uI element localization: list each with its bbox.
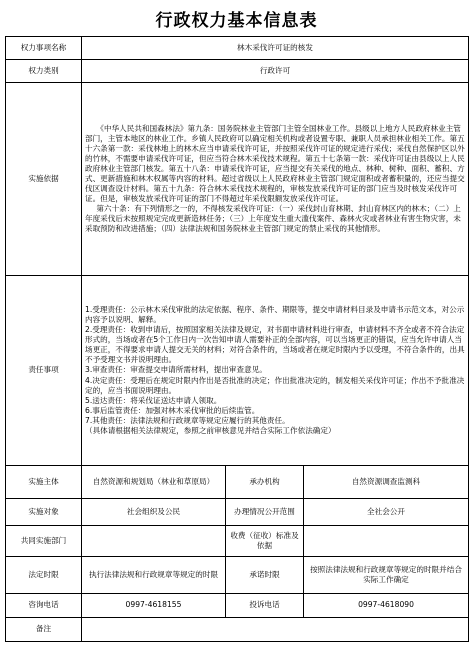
row-power-name [6, 37, 469, 60]
row-phone [6, 594, 469, 618]
document-title: 行政权力基本信息表 [155, 11, 318, 31]
subject-value: 自然资源和规划局（林业和草原局） [82, 466, 226, 499]
info-table [5, 36, 469, 642]
basis-label: 实施依据 [6, 83, 82, 276]
basis-paragraph: 《中华人民共和国森林法》第九条：国务院林业主管部门主管全国林业工作。县级以上地方人民政府林业主管部门，主管本地区的林业工作。乡镇人民政府可以确定相关机构或者设置专职、兼职人员承担林业相关工作。第五十六条第一款：采伐林地上的林木应当申请采伐许可证，并按照采伐许可证的规定进行采伐；采伐自然保护区以外的竹林，不需要申请采伐许可证，但应当符合林木采伐技术规程。第五十七条第一款：采伐许可证由县级以上人民政府林业主管部门核发。第五十八条：申请采伐许可证，应当提交有关采伐的地点、林种、树种、面积、蓄积、方式、更新措施和林木权属等内容的材料。超过省级以上人民政府林业主管部门规定面积或者蓄积量的，还应当提交伐区调查设计材料。第五十九条：符合林木采伐技术规程的，审核发放采伐许可证的部门应当及时核发采伐许可证。但是，审核发放采伐许可证的部门不得超过年采伐限额发放采伐许可证。 [85, 123, 465, 204]
disclosure-scope-label: 办理情况公开范围 [226, 499, 304, 526]
basis-text [82, 83, 469, 276]
responsibility-item: 6.事后监管责任：加强对林木采伐审批的后续监管。 [85, 405, 260, 415]
responsibility-text [82, 276, 469, 466]
legal-time-limit-value: 执行法律法规和行政规章等规定的时限 [82, 557, 226, 594]
fee-basis-value [304, 526, 469, 557]
row-target [6, 499, 469, 526]
responsibility-item: （具体请根据相关法律规定，参照之前审核意见并结合实际工作依法确定） [85, 425, 336, 435]
promised-time-limit-value: 按照法律法规和行政规章等规定的时限并结合实际工作确定 [304, 557, 469, 594]
power-name-label: 权力事项名称 [6, 37, 82, 60]
row-joint-dept [6, 526, 469, 557]
consult-phone-value: 0997-4618155 [82, 594, 226, 618]
fee-basis-label: 收费（征收）标准及依据 [226, 526, 304, 557]
promised-time-limit-label: 承诺时限 [226, 557, 304, 594]
responsibility-item: 3.审查责任：审查提交申请所需材料，提出审查意见。 [85, 365, 267, 375]
complaint-phone-label: 投诉电话 [226, 594, 304, 618]
responsibility-item: 4.决定责任：受理后在规定时限内作出是否批准的决定；作出批准决定的，制发相关采伐许可证；作出不予批准决定的，应当书面说明理由。 [85, 375, 465, 395]
undertaking-org-value: 自然资源调查监测科 [304, 466, 469, 499]
power-category-value: 行政许可 [82, 60, 469, 83]
basis-paragraph: 第六十条：有下列情形之一的，不得核发采伐许可证：（一）采伐封山育林期、封山育林区内的林木；（二）上年度采伐后未按照规定完成更新造林任务；（三）上年度发生重大滥伐案件、森林火灾或者林业有害生物灾害，未采取预防和改进措施；（四）法律法规和国务院林业主管部门规定的禁止采伐的其他情形。 [85, 204, 461, 234]
responsibility-item: 5.送达责任：将采伐证送达申请人领取。 [85, 395, 222, 405]
consult-phone-label: 咨询电话 [6, 594, 82, 618]
remarks-label: 备注 [6, 618, 82, 642]
row-time-limit [6, 557, 469, 594]
complaint-phone-value: 0997-4618090 [304, 594, 469, 618]
row-remarks [6, 618, 469, 642]
subject-label: 实施主体 [6, 466, 82, 499]
power-category-label: 权力类别 [6, 60, 82, 83]
row-power-category [6, 60, 469, 83]
target-value: 社会组织及公民 [82, 499, 226, 526]
row-responsibility [6, 276, 469, 466]
joint-dept-label: 共同实施部门 [6, 526, 82, 557]
row-basis [6, 83, 469, 276]
responsibility-item: 2.受理责任：收到申请后，按照国家相关法律及规定，对书面申请材料进行审查，申请材料不齐全或者不符合法定形式的，当场或者在5个工作日内一次告知申请人需要补正的全部内容，可以当场更正的错误，应当允许申请人当场更正，不得要求申请人提交无关的材料；对符合条件的，当场或者在规定时限内予以受理，不符合条件的，出具不予受理文书并说明理由。 [85, 325, 465, 365]
responsibility-item: 1.受理责任：公示林木采伐审批的法定依据、程序、条件、期限等，提交申请材料目录及申请书示范文本，对公示内容予以说明、解释。 [85, 305, 465, 325]
disclosure-scope-value: 全社会公开 [304, 499, 469, 526]
legal-time-limit-label: 法定时限 [6, 557, 82, 594]
responsibility-label: 责任事项 [6, 276, 82, 466]
target-label: 实施对象 [6, 499, 82, 526]
responsibility-item: 7.其他责任：法律法规和行政规章等规定应履行的其他责任。 [85, 415, 290, 425]
power-name-value: 林木采伐许可证的核发 [82, 37, 469, 60]
remarks-value [82, 618, 469, 642]
row-subject [6, 466, 469, 499]
undertaking-org-label: 承办机构 [226, 466, 304, 499]
joint-dept-value [82, 526, 226, 557]
